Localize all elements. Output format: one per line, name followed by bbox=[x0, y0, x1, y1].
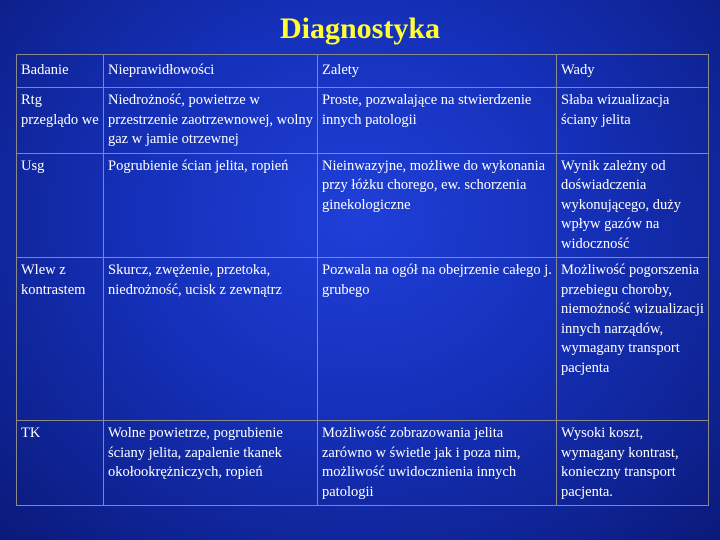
slide-title: Diagnostyka bbox=[279, 12, 441, 45]
table-cell: Nieinwazyjne, możliwe do wykonania przy łóżku chorego, ew. schorzenia ginekologiczne bbox=[318, 153, 557, 258]
table-header-row bbox=[17, 55, 709, 88]
table-cell: Możliwość zobrazowania jelita zarówno w świetle jak i poza nim, możliwość uwidocznienia innych patologii bbox=[318, 421, 557, 506]
diagnostics-table bbox=[16, 54, 709, 506]
table-cell: Usg bbox=[17, 153, 104, 258]
table-cell: Pozwala na ogół na obejrzenie całego j. grubego bbox=[318, 258, 557, 421]
table-cell: Słaba wizualizacja ściany jelita bbox=[557, 88, 709, 154]
header-cell-zalety: Zalety bbox=[318, 55, 557, 88]
header-cell-badanie: Badanie bbox=[17, 55, 104, 88]
table-row bbox=[17, 421, 709, 506]
table-cell: Pogrubienie ścian jelita, ropień bbox=[104, 153, 318, 258]
table-cell: Możliwość pogorszenia przebiegu choroby, niemożność wizualizacji innych narządów, wymagany transport pacjenta bbox=[557, 258, 709, 421]
table-cell: Wolne powietrze, pogrubienie ściany jelita, zapalenie tkanek okołookrężniczych, ropień bbox=[104, 421, 318, 506]
table-cell: Niedrożność, powietrze w przestrzenie zaotrzewnowej, wolny gaz w jamie otrzewnej bbox=[104, 88, 318, 154]
table-cell: Wynik zależny od doświadczenia wykonującego, duży wpływ gazów na widoczność bbox=[557, 153, 709, 258]
table-cell: Skurcz, zwężenie, przetoka, niedrożność, ucisk z zewnątrz bbox=[104, 258, 318, 421]
header-cell-wady: Wady bbox=[557, 55, 709, 88]
table-cell: Proste, pozwalające na stwierdzenie innych patologii bbox=[318, 88, 557, 154]
table-cell: Wlew z kontrastem bbox=[17, 258, 104, 421]
table-cell: TK bbox=[17, 421, 104, 506]
table-cell: Wysoki koszt, wymagany kontrast, konieczny transport pacjenta. bbox=[557, 421, 709, 506]
header-cell-nieprawidlowosci: Nieprawidłowości bbox=[104, 55, 318, 88]
table-row bbox=[17, 88, 709, 154]
table-cell: Rtg przeglądo we bbox=[17, 88, 104, 154]
table-row bbox=[17, 153, 709, 258]
table-row bbox=[17, 258, 709, 421]
